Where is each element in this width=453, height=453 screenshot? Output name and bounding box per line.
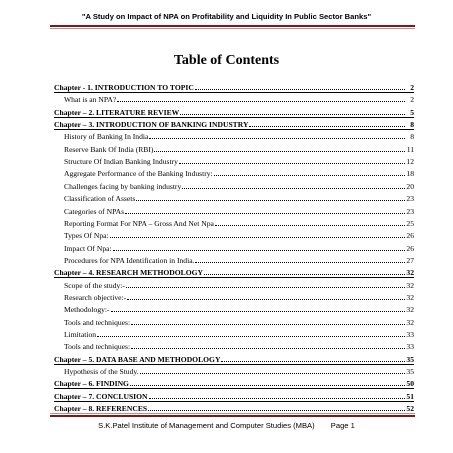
toc-dot-leader	[131, 348, 405, 349]
toc-entry-page: 26	[406, 243, 414, 253]
toc-entry-page: 32	[406, 292, 414, 302]
toc-dot-leader	[97, 336, 405, 337]
toc-entry-text: History of Banking In India	[64, 132, 149, 142]
toc-dot-leader	[215, 225, 405, 226]
toc-dot-leader	[221, 361, 405, 362]
toc-dot-leader	[110, 237, 405, 238]
toc-entry-page: 27	[406, 255, 414, 265]
toc-sub-entry[interactable]	[54, 129, 414, 141]
toc-dot-leader	[195, 262, 405, 263]
toc-entry-text: Classification of Assets	[64, 194, 136, 204]
toc-entry-text: Chapter – 2. LITERATURE REVIEW	[54, 107, 180, 117]
toc-entry-text: Scope of the study:-	[64, 280, 125, 290]
toc-entry-text: Tools and techniques:	[64, 342, 131, 352]
toc-entry-page: 20	[406, 181, 414, 191]
toc-entry-text: What is an NPA?	[64, 95, 117, 105]
toc-sub-entry[interactable]	[54, 166, 414, 178]
toc-entry-text: Categories of NPAs	[64, 206, 125, 216]
toc-dot-leader	[214, 175, 405, 176]
toc-dot-leader	[149, 398, 405, 399]
toc-dot-leader	[195, 89, 405, 90]
running-header: "A Study on Impact of NPA on Profitability and Liquidity In Public Sector Banks"	[81, 12, 372, 21]
toc-dot-leader	[204, 274, 405, 275]
toc-entry-page: 51	[406, 391, 414, 401]
toc-entry-text: Chapter - 1. INTRODUCTION TO TOPIC	[54, 83, 194, 92]
toc-sub-entry[interactable]	[54, 179, 414, 191]
toc-dot-leader	[126, 287, 405, 288]
toc-sub-entry[interactable]	[54, 204, 414, 216]
toc-entry-page: 33	[406, 342, 414, 352]
toc-entry-page: 25	[406, 218, 414, 228]
toc-dot-leader	[182, 188, 405, 189]
header-rule-thin	[50, 28, 415, 29]
toc-entry-page: 26	[406, 231, 414, 241]
toc-sub-entry[interactable]	[54, 327, 414, 339]
toc-sub-entry[interactable]	[54, 364, 414, 376]
toc-entry-page: 8	[410, 132, 414, 142]
toc-dot-leader	[179, 163, 405, 164]
toc-entry-page: 33	[406, 330, 414, 339]
footer-page-number: Page 1	[330, 421, 355, 430]
toc-dot-leader	[249, 126, 405, 127]
toc-entry-text: Hypothesis of the Study.	[64, 367, 139, 377]
toc-chapter-entry[interactable]	[54, 117, 414, 129]
toc-entry-page: 2	[410, 83, 414, 92]
footer-rule	[50, 415, 415, 417]
toc-sub-entry[interactable]	[54, 191, 414, 203]
toc-sub-entry[interactable]	[54, 241, 414, 253]
toc-sub-entry[interactable]	[54, 253, 414, 265]
toc-dot-leader	[148, 410, 405, 411]
toc-sub-entry[interactable]	[54, 228, 414, 240]
toc-dot-leader	[136, 200, 405, 201]
toc-entry-page: 32	[406, 305, 414, 315]
toc-entry-text: Limitation	[64, 330, 97, 339]
toc-dot-leader	[149, 138, 405, 139]
toc-entry-text: Chapter – 8. REFERENCES	[54, 404, 148, 414]
toc-entry-page: 11	[406, 144, 414, 154]
toc-dot-leader	[140, 373, 405, 374]
toc-entry-text: Structure Of Indian Banking Industry	[64, 157, 178, 167]
toc-entry-text: Methodology:-	[64, 305, 110, 315]
toc-dot-leader	[117, 101, 405, 102]
toc-dot-leader	[125, 213, 405, 214]
toc-chapter-entry[interactable]	[54, 265, 414, 277]
toc-dot-leader	[127, 299, 405, 300]
header-rule	[50, 25, 415, 27]
toc-sub-entry[interactable]	[54, 278, 414, 290]
footer-institute: S.K.Patel Institute of Management and Computer Studies (MBA)	[98, 421, 315, 430]
toc-entry-page: 12	[406, 157, 414, 167]
toc-sub-entry[interactable]	[54, 154, 414, 166]
toc-entry-page: 18	[406, 169, 414, 179]
toc-sub-entry[interactable]	[54, 92, 414, 104]
toc-entry-text: Types Of Npa:	[64, 231, 109, 241]
toc-sub-entry[interactable]	[54, 216, 414, 228]
toc-sub-entry[interactable]	[54, 290, 414, 302]
toc-chapter-entry[interactable]	[54, 401, 414, 413]
toc-entry-page: 23	[406, 194, 414, 204]
toc-entry-page: 5	[410, 107, 414, 117]
toc-entry-text: Research objective:-	[64, 292, 127, 302]
toc-dot-leader	[154, 151, 405, 152]
toc-entry-text: Aggregate Performance of the Banking Industry:	[64, 169, 213, 179]
toc-entry-text: Chapter – 7. CONCLUSION	[54, 391, 148, 401]
running-footer	[0, 421, 453, 430]
toc-entry-page: 32	[406, 280, 414, 290]
toc-entry-text: Reserve Bank Of India (RBI)	[64, 144, 154, 154]
toc-entry-page: 2	[410, 95, 414, 105]
toc-entry-page: 50	[406, 379, 414, 389]
toc-dot-leader	[130, 385, 405, 386]
toc-entry-text: Chapter – 5. DATA BASE AND METHODOLOGY	[54, 354, 221, 364]
toc-chapter-entry[interactable]	[54, 389, 414, 401]
toc-chapter-entry[interactable]	[54, 105, 414, 117]
toc-entry-page: 23	[406, 206, 414, 216]
toc-chapter-entry[interactable]	[54, 80, 414, 92]
toc-entry-page: 35	[406, 354, 414, 364]
toc-entry-text: Procedures for NPA Identification in India.	[64, 255, 195, 265]
toc-dot-leader	[180, 114, 405, 115]
toc-entry-page: 32	[406, 268, 414, 278]
toc-dot-leader	[131, 324, 405, 325]
toc-entry-page: 52	[406, 404, 414, 414]
toc-dot-leader	[111, 311, 405, 312]
toc-entry-text: Challenges facing by banking industry	[64, 181, 182, 191]
toc-entry-text: Chapter – 6. FINDING	[54, 379, 129, 389]
toc-entry-text: Reporting Format For NPA – Gross And Net Npa	[64, 218, 214, 228]
toc-dot-leader	[113, 250, 405, 251]
toc-entry-text: Impact Of Npa:	[64, 243, 112, 253]
toc-entry-text: Chapter – 4. RESEARCH METHODOLOGY	[54, 268, 204, 278]
toc-entry-text: Tools and techniques:	[64, 317, 131, 327]
toc-chapter-entry[interactable]	[54, 352, 414, 364]
toc-title: Table of Contents	[173, 53, 280, 68]
toc-chapter-entry[interactable]	[54, 376, 414, 388]
toc-sub-entry[interactable]	[54, 302, 414, 314]
toc-sub-entry[interactable]	[54, 315, 414, 327]
toc-sub-entry[interactable]	[54, 142, 414, 154]
toc-entry-page: 35	[406, 367, 414, 377]
toc-entry-page: 32	[406, 317, 414, 327]
toc-entry-text: Chapter – 3. INTRODUCTION OF BANKING INDUSTRY	[54, 120, 249, 130]
toc-sub-entry[interactable]	[54, 339, 414, 351]
toc-entry-page: 8	[410, 120, 414, 130]
footer-rule-thin	[50, 413, 415, 414]
